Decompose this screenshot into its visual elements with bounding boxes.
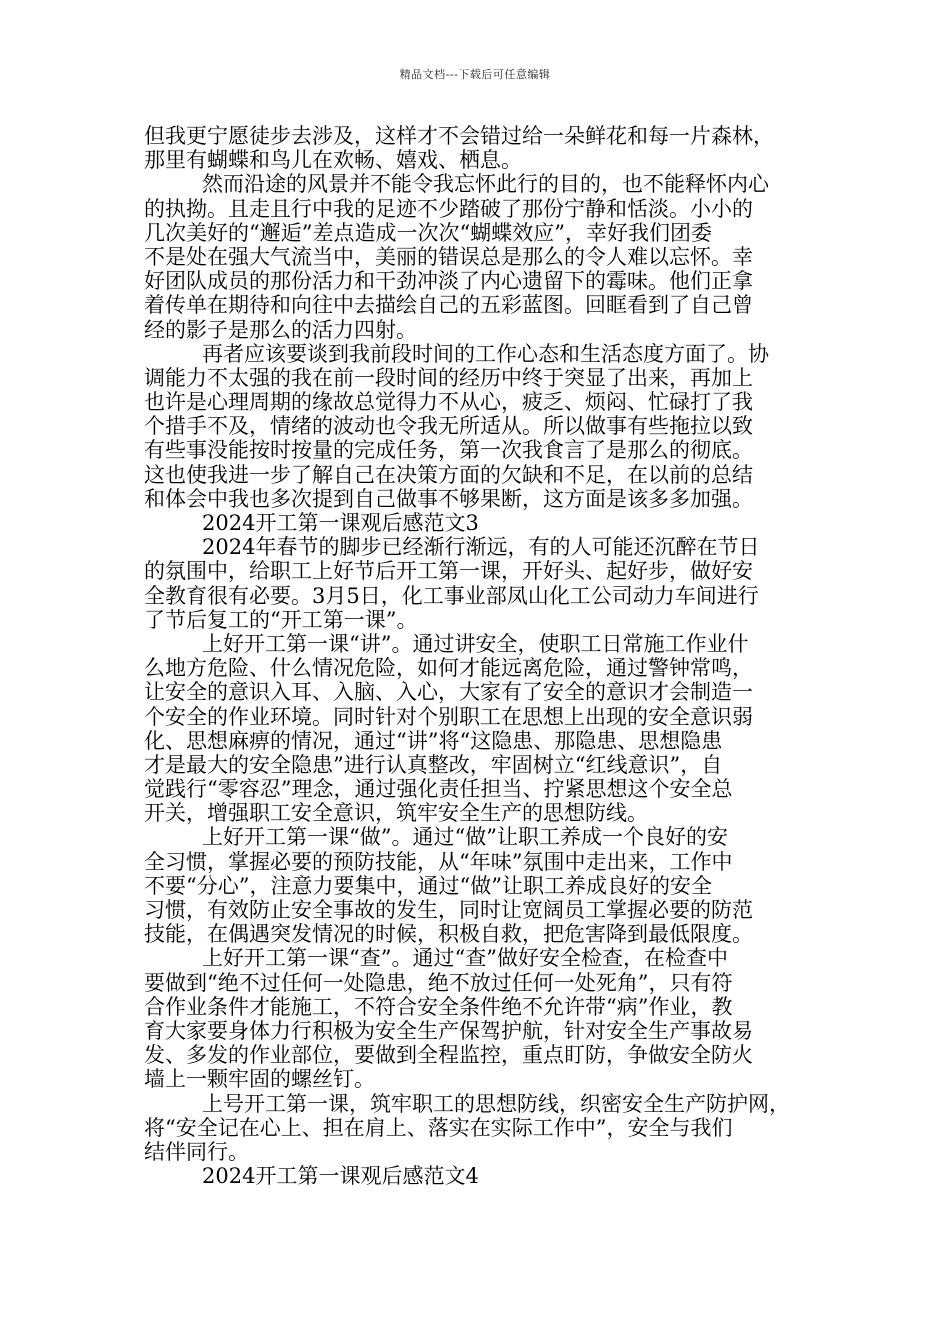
text-line: 才是最大的安全隐患”进行认真整改，牢固树立“红线意识”，自 xyxy=(144,752,723,777)
text-line: 结伴同行。 xyxy=(144,1139,249,1164)
text-line: 的执拗。且走且行中我的足迹不少踏破了那份宁静和恬淡。小小的 xyxy=(144,196,753,221)
text-line: 2024年春节的脚步已经渐行渐远，有的人可能还沉醉在节日 xyxy=(202,535,760,560)
text-line: 2024开工第一课观后感范文3 xyxy=(202,511,479,535)
text-line: 要做到“绝不过任何一处隐患，绝不放过任何一处死角”，只有符 xyxy=(144,970,733,995)
text-line: 着传单在期待和向往中去描绘自己的五彩蓝图。回眶看到了自己曾 xyxy=(144,293,753,318)
text-line: 那里有蝴蝶和鸟儿在欢畅、嬉戏、栖息。 xyxy=(144,148,522,173)
text-line: 这也使我进一步了解自己在决策方面的欠缺和不足，在以前的总结 xyxy=(144,462,753,487)
text-line: 也许是心理周期的缘故总觉得力不从心，疲乏、烦闷、忙碌打了我 xyxy=(144,390,753,415)
document-body xyxy=(144,124,812,1188)
text-line: 上好开工第一课“讲”。通过讲安全，使职工日常施工作业什 xyxy=(202,631,749,656)
text-line: 再者应该要谈到我前段时间的工作心态和生活态度方面了。协 xyxy=(202,341,769,366)
text-line: 经的影子是那么的活力四射。 xyxy=(144,317,417,342)
text-line: 调能力不太强的我在前一段时间的经历中终于突显了出来，再加上 xyxy=(144,365,753,390)
text-line: 技能，在偶遇突发情况的时候，积极自救，把危害降到最低限度。 xyxy=(144,922,753,947)
text-line: 有些事没能按时按量的完成任务，第一次我食言了是那么的彻底。 xyxy=(144,438,753,463)
text-line: 育大家要身体力行积极为安全生产保驾护航，针对安全生产事故易 xyxy=(144,1018,753,1043)
text-line: 习惯，有效防止安全事故的发生，同时让宽阔员工掌握必要的防范 xyxy=(144,898,753,922)
text-line: 但我更宁愿徒步去涉及，这样才不会错过给一朵鲜花和每一片森林， xyxy=(144,124,774,148)
text-line: 不要“分心”，注意力要集中，通过“做”让职工养成良好的安全 xyxy=(144,873,712,898)
text-line: 上好开工第一课“做”。通过“做”让职工养成一个良好的安 xyxy=(202,825,728,850)
text-line: 个措手不及，情绪的波动也令我无所适从。所以做事有些拖拉以致 xyxy=(144,414,753,439)
text-line: 和体会中我也多次提到自己做事不够果断，这方面是该多多加强。 xyxy=(144,486,753,511)
page-header: 精品文档---下载后可任意编辑 xyxy=(399,68,551,81)
text-line: 不是处在强大气流当中，美丽的错误总是那么的令人难以忘怀。幸 xyxy=(144,244,753,269)
text-line: 全习惯，掌握必要的预防技能，从“年味”氛围中走出来，工作中 xyxy=(144,849,733,874)
text-line: 开关，增强职工安全意识，筑牢安全生产的思想防线。 xyxy=(144,801,648,826)
text-line: 上号开工第一课，筑牢职工的思想防线，织密安全生产防护网， xyxy=(202,1091,790,1116)
text-line: 让安全的意识入耳、入脑、入心，大家有了安全的意识才会制造一 xyxy=(144,680,753,705)
text-line: 将“安全记在心上、担在肩上、落实在实际工作中”，安全与我们 xyxy=(144,1115,733,1140)
text-line: 化、思想麻痹的情况，通过“讲”将“这隐患、那隐患、思想隐患 xyxy=(144,728,723,753)
text-line: 发、多发的作业部位，要做到全程监控，重点盯防，争做安全防火 xyxy=(144,1043,753,1068)
text-line: 好团队成员的那份活力和干劲冲淡了内心遗留下的霉味。他们正拿 xyxy=(144,269,753,294)
text-line: 的氛围中，给职工上好节后开工第一课，开好头、起好步，做好安 xyxy=(144,559,753,584)
text-line: 全教育很有必要。3月5日，化工事业部凤山化工公司动力车间进行 xyxy=(144,583,759,608)
text-line: 2024开工第一课观后感范文4 xyxy=(202,1164,479,1189)
text-line: 几次美好的“邂逅”差点造成一次次“蝴蝶效应”，幸好我们团委 xyxy=(144,220,712,245)
text-line: 了节后复工的“开工第一课”。 xyxy=(144,607,418,632)
text-line: 墙上一颗牢固的螺丝钉。 xyxy=(144,1067,375,1092)
text-line: 个安全的作业环境。同时针对个别职工在思想上出现的安全意识弱 xyxy=(144,704,753,729)
text-line: 么地方危险、什么情况危险，如何才能远离危险，通过警钟常鸣， xyxy=(144,656,753,681)
text-line: 上好开工第一课“查”。通过“查”做好安全检查，在检查中 xyxy=(202,946,728,971)
text-line: 合作业条件才能施工，不符合安全条件绝不允许带“病”作业，教 xyxy=(144,994,733,1019)
text-line: 觉践行“零容忍”理念，通过强化责任担当、拧紧思想这个安全总 xyxy=(144,777,733,802)
text-line: 然而沿途的风景并不能令我忘怀此行的目的，也不能释怀内心 xyxy=(202,172,769,197)
